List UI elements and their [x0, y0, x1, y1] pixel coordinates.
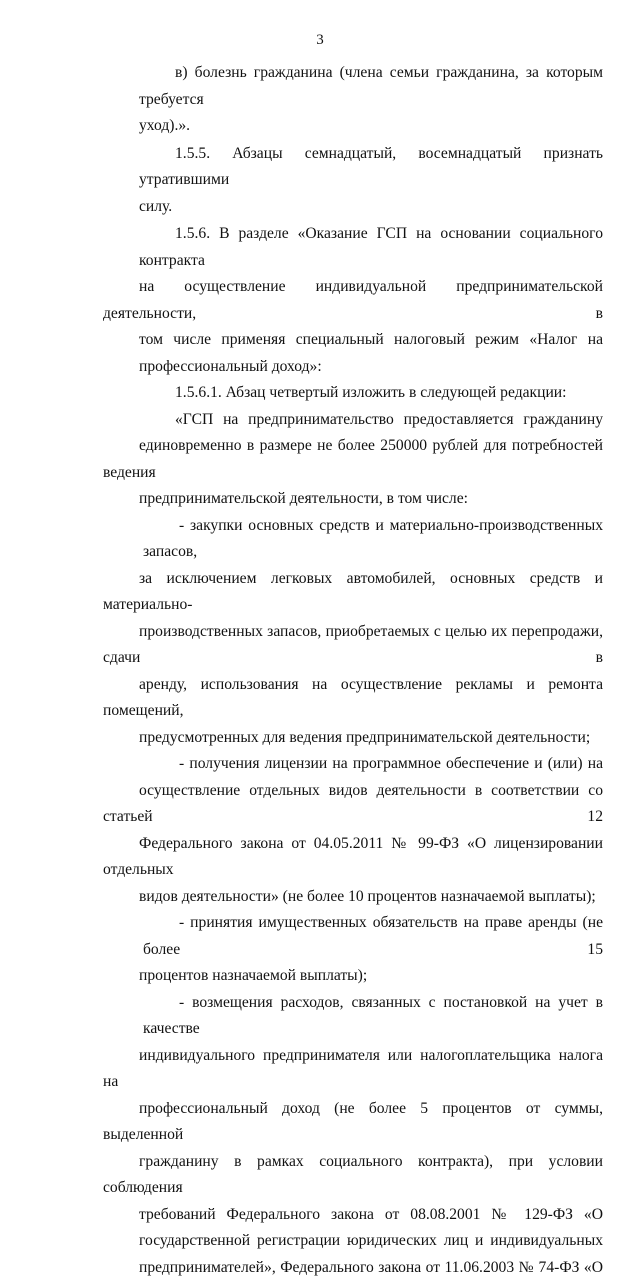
text-line: аренду, использования на осуществление рекламы и ремонта помещений,	[103, 672, 603, 725]
paragraph	[103, 910, 603, 990]
paragraph	[103, 990, 603, 1281]
text-line: силу.	[103, 194, 603, 221]
paragraph	[103, 380, 603, 407]
text-line: 1.5.5. Абзацы семнадцатый, восемнадцатый признать утратившими	[103, 141, 603, 194]
text-line: видов деятельности» (не более 10 процентов назначаемой выплаты);	[103, 884, 603, 911]
text-line: единовременно в размере не более 250000 рублей для потребностей ведения	[103, 433, 603, 486]
text-line: осуществление отдельных видов деятельности в соответствии со статьей 12	[103, 778, 603, 831]
paragraph	[103, 221, 603, 380]
text-line: Федерального закона от 04.05.2011 № 99-ФЗ «О лицензировании отдельных	[103, 831, 603, 884]
text-line: профессиональный доход»:	[103, 354, 603, 381]
text-line: индивидуального предпринимателя или налогоплательщика налога на	[103, 1043, 603, 1096]
text-line: том числе применяя специальный налоговый режим «Налог на	[103, 327, 603, 354]
paragraph	[103, 513, 603, 752]
text-line: - принятия имущественных обязательств на праве аренды (не более 15	[103, 910, 603, 963]
text-line: 1.5.6. В разделе «Оказание ГСП на основании социального контракта	[103, 221, 603, 274]
text-line: на осуществление индивидуальной предпринимательской деятельности, в	[103, 274, 603, 327]
text-line: процентов назначаемой выплаты);	[103, 963, 603, 990]
text-line: предпринимателей», Федерального закона от 11.06.2003 № 74-ФЗ «О	[103, 1255, 603, 1281]
text-line: - закупки основных средств и материально-производственных запасов,	[103, 513, 603, 566]
text-line: требований Федерального закона от 08.08.2001 № 129-ФЗ «О	[103, 1202, 603, 1229]
text-line: «ГСП на предпринимательство предоставляется гражданину	[103, 407, 603, 434]
text-line: профессиональный доход (не более 5 процентов от суммы, выделенной	[103, 1096, 603, 1149]
paragraph	[103, 407, 603, 513]
page-number: 3	[0, 31, 640, 49]
text-line: 1.5.6.1. Абзац четвертый изложить в следующей редакции:	[103, 380, 603, 407]
text-line: за исключением легковых автомобилей, основных средств и материально-	[103, 566, 603, 619]
paragraph	[103, 751, 603, 910]
text-line: государственной регистрации юридических лиц и индивидуальных	[103, 1228, 603, 1255]
text-line: гражданину в рамках социального контракта), при условии соблюдения	[103, 1149, 603, 1202]
text-line: - получения лицензии на программное обеспечение и (или) на	[103, 751, 603, 778]
paragraph	[103, 141, 603, 221]
text-line: в) болезнь гражданина (члена семьи гражданина, за которым требуется	[103, 60, 603, 113]
paragraph	[103, 60, 603, 140]
text-line: производственных запасов, приобретаемых с целью их перепродажи, сдачи в	[103, 619, 603, 672]
text-line: предусмотренных для ведения предпринимательской деятельности;	[103, 725, 603, 752]
text-line: предпринимательской деятельности, в том числе:	[103, 486, 603, 513]
text-line: уход).».	[103, 113, 603, 140]
text-line: - возмещения расходов, связанных с постановкой на учет в качестве	[103, 990, 603, 1043]
document-body	[103, 60, 603, 1281]
